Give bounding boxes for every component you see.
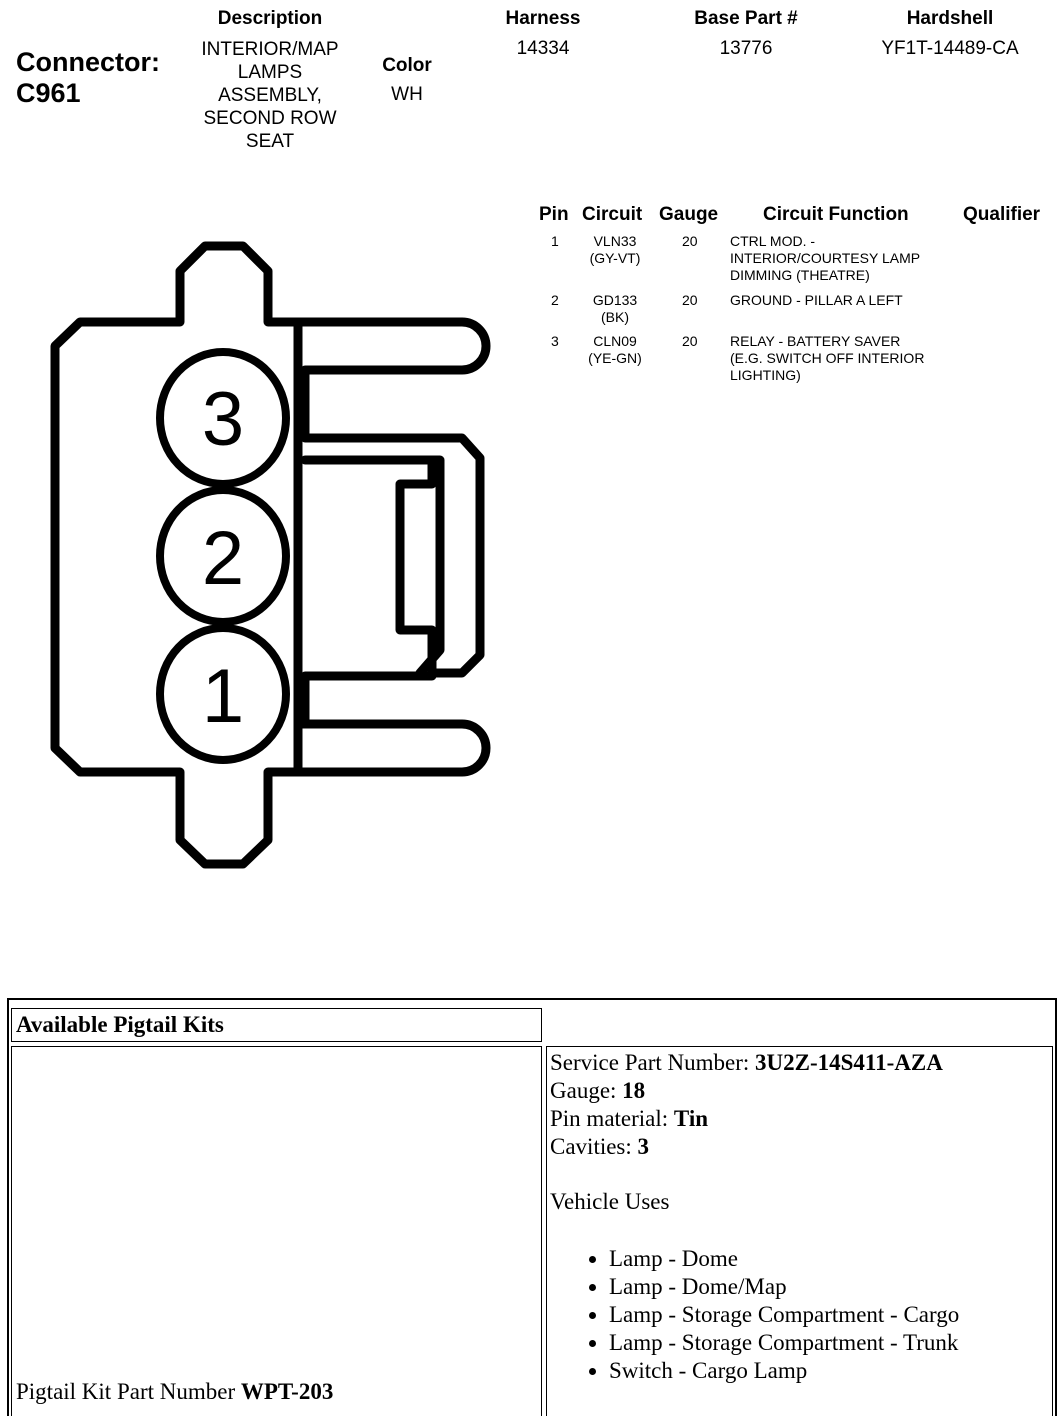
gauge-col-header: Gauge xyxy=(659,204,719,225)
gauge-cell: 20 xyxy=(682,233,698,249)
pin-number: 2 xyxy=(551,292,559,308)
function-cell xyxy=(730,292,903,309)
function-line: RELAY - BATTERY SAVER xyxy=(730,333,901,349)
vehicle-uses-list xyxy=(547,1245,959,1385)
circuit-code: VLN33 xyxy=(593,233,637,249)
circuit-code: CLN09 xyxy=(593,333,637,349)
description-line: SECOND ROW xyxy=(203,108,337,129)
function-line: CTRL MOD. - xyxy=(730,233,816,249)
harness-header: Harness xyxy=(505,8,581,29)
list-item: • Switch - Cargo Lamp xyxy=(609,1357,959,1385)
circuit-cell xyxy=(575,292,655,326)
description-value xyxy=(170,38,370,153)
cavities-spec xyxy=(550,1133,649,1161)
function-cell xyxy=(730,233,920,284)
service-part-value: 3U2Z-14S411-AZA xyxy=(755,1050,943,1075)
cavities-label: Cavities: xyxy=(550,1134,638,1159)
lower-latch-outline xyxy=(298,676,486,772)
harness-value: 14334 xyxy=(516,38,570,59)
connector-face-diagram xyxy=(0,230,520,880)
function-cell xyxy=(730,333,924,384)
base-part-value: 13776 xyxy=(719,38,773,59)
upper-latch-outline xyxy=(298,322,486,673)
description-line: INTERIOR/MAP xyxy=(201,39,339,60)
description-line: LAMPS xyxy=(237,62,303,83)
pin-material-value: Tin xyxy=(673,1106,709,1131)
pin-col-header: Pin xyxy=(539,204,569,225)
kit-part-value: WPT-203 xyxy=(240,1379,334,1404)
function-line: INTERIOR/COURTESY LAMP xyxy=(730,250,921,266)
list-item: • Lamp - Storage Compartment - Cargo xyxy=(609,1301,959,1329)
pigtail-title-cell xyxy=(11,1008,542,1042)
pigtail-title: Available Pigtail Kits xyxy=(16,1012,224,1037)
cavities-value: 3 xyxy=(637,1134,650,1159)
connector-id: C961 xyxy=(16,78,81,108)
function-line: (E.G. SWITCH OFF INTERIOR xyxy=(730,350,925,366)
cavity-label: 2 xyxy=(201,516,245,601)
pin-material-spec xyxy=(550,1105,708,1133)
service-part-label: Service Part Number: xyxy=(550,1050,756,1075)
vehicle-uses-label: Vehicle Uses xyxy=(550,1189,670,1214)
function-line: DIMMING (THEATRE) xyxy=(730,267,870,283)
gauge-label: Gauge: xyxy=(550,1078,623,1103)
pigtail-kit-part xyxy=(16,1378,333,1406)
circuit-code: GD133 xyxy=(592,292,638,308)
color-value: WH xyxy=(391,84,423,105)
base-part-header: Base Part # xyxy=(694,8,798,29)
list-item: • Lamp - Dome xyxy=(609,1245,959,1273)
function-line: GROUND - PILLAR A LEFT xyxy=(730,292,903,308)
pin-number: 1 xyxy=(551,233,559,249)
gauge-spec xyxy=(550,1077,645,1105)
circuit-color: (BK) xyxy=(601,309,629,325)
pigtail-kit-cell xyxy=(11,1046,542,1416)
list-item: • Lamp - Dome/Map xyxy=(609,1273,959,1301)
qualifier-col-header: Qualifier xyxy=(963,204,1041,225)
circuit-cell xyxy=(575,333,655,367)
hardshell-value: YF1T-14489-CA xyxy=(881,38,1019,59)
circuit-color: (GY-VT) xyxy=(589,250,641,266)
kit-part-label: Pigtail Kit Part Number xyxy=(16,1379,241,1404)
circuit-color: (YE-GN) xyxy=(588,350,642,366)
description-line: SEAT xyxy=(245,131,295,152)
connector-label: Connector: xyxy=(16,47,160,77)
gauge-value: 18 xyxy=(622,1078,646,1103)
pigtail-details-cell xyxy=(546,1046,1053,1416)
gauge-cell: 20 xyxy=(682,292,698,308)
gauge-cell: 20 xyxy=(682,333,698,349)
color-header: Color xyxy=(382,55,432,76)
hardshell-header: Hardshell xyxy=(906,8,994,29)
pin-number: 3 xyxy=(551,333,559,349)
service-part-number xyxy=(550,1049,943,1077)
circuit-col-header: Circuit xyxy=(582,204,643,225)
description-header: Description xyxy=(217,8,323,29)
circuit-cell xyxy=(575,233,655,267)
cavity-label: 3 xyxy=(201,377,245,462)
function-line: LIGHTING) xyxy=(730,367,801,383)
cavity-label: 1 xyxy=(201,654,245,739)
list-item: • Lamp - Storage Compartment - Trunk xyxy=(609,1329,959,1357)
pin-material-label: Pin material: xyxy=(550,1106,674,1131)
description-line: ASSEMBLY, xyxy=(218,85,322,106)
function-col-header: Circuit Function xyxy=(763,204,909,225)
